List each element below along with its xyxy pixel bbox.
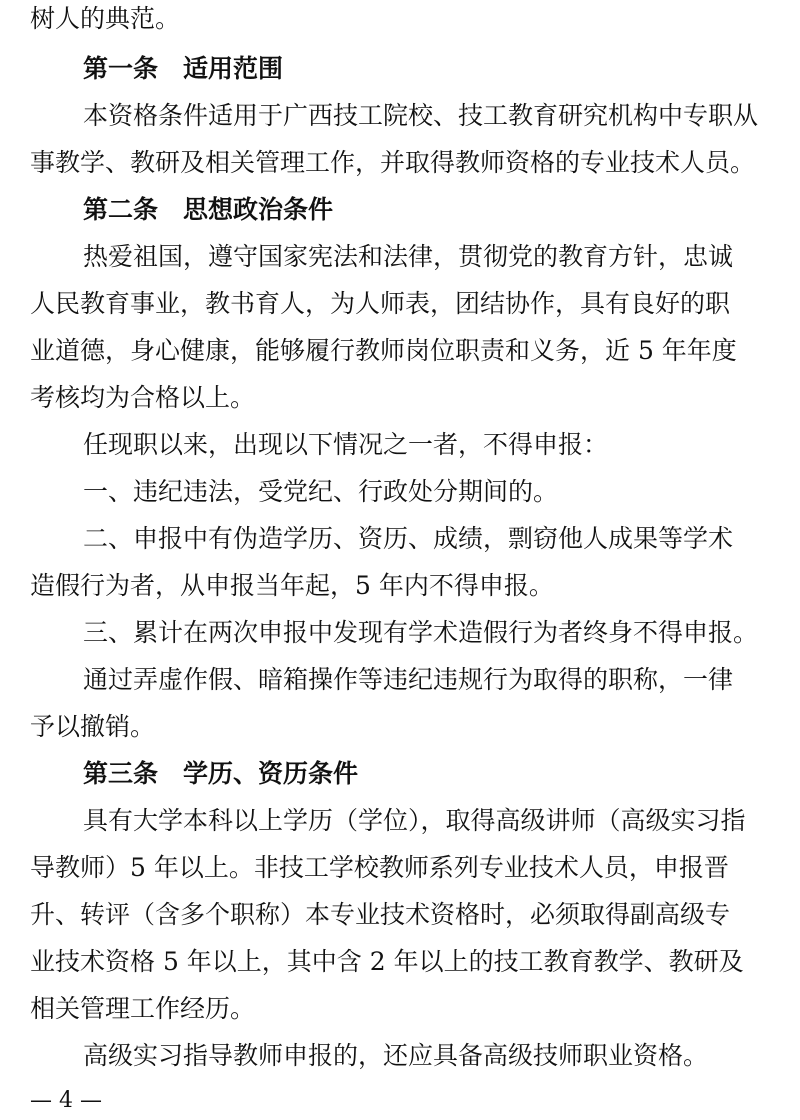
text-line: 一、违纪违法，受党纪、行政处分期间的。: [83, 477, 559, 506]
text-line: 三、累计在两次申报中发现有学术造假行为者终身不得申报。: [83, 618, 759, 647]
text-line: 具有大学本科以上学历（学位），取得高级讲师（高级实习指: [83, 806, 746, 835]
text-line: 热爱祖国，遵守国家宪法和法律，贯彻党的教育方针，忠诚: [83, 242, 734, 271]
text-line: 二、申报中有伪造学历、资历、成绩，剽窃他人成果等学术: [83, 524, 734, 553]
text-line: 通过弄虚作假、暗箱操作等违纪违规行为取得的职称，一律: [83, 665, 734, 694]
text-line: 予以撤销。: [30, 712, 156, 741]
text-line: 树人的典范。: [30, 4, 181, 33]
text-line: 考核均为合格以上。: [30, 383, 256, 412]
text-line: 任现职以来，出现以下情况之一者，不得申报：: [83, 430, 609, 459]
page-number: — 4 —: [30, 1088, 102, 1113]
text-line: 造假行为者，从申报当年起，5 年内不得申报。: [30, 571, 554, 600]
text-line: 本资格条件适用于广西技工院校、技工教育研究机构中专职从: [83, 101, 759, 130]
article-heading: 第二条 思想政治条件: [83, 195, 334, 224]
text-line: 导教师）5 年以上。非技工学校教师系列专业技术人员，申报晋: [30, 853, 729, 882]
article-heading: 第一条 适用范围: [83, 54, 284, 83]
text-line: 业技术资格 5 年以上，其中含 2 年以上的技工教育教学、教研及: [30, 947, 744, 976]
text-line: 升、转评（含多个职称）本专业技术资格时，必须取得副高级专: [30, 900, 731, 929]
article-heading: 第三条 学历、资历条件: [83, 759, 359, 788]
text-line: 高级实习指导教师申报的，还应具备高级技师职业资格。: [83, 1041, 709, 1070]
text-line: 人民教育事业，教书育人，为人师表，团结协作，具有良好的职: [30, 289, 731, 318]
text-line: 相关管理工作经历。: [30, 994, 256, 1023]
text-line: 事教学、教研及相关管理工作，并取得教师资格的专业技术人员。: [30, 148, 756, 177]
text-line: 业道德，身心健康，能够履行教师岗位职责和义务，近 5 年年度: [30, 336, 737, 365]
